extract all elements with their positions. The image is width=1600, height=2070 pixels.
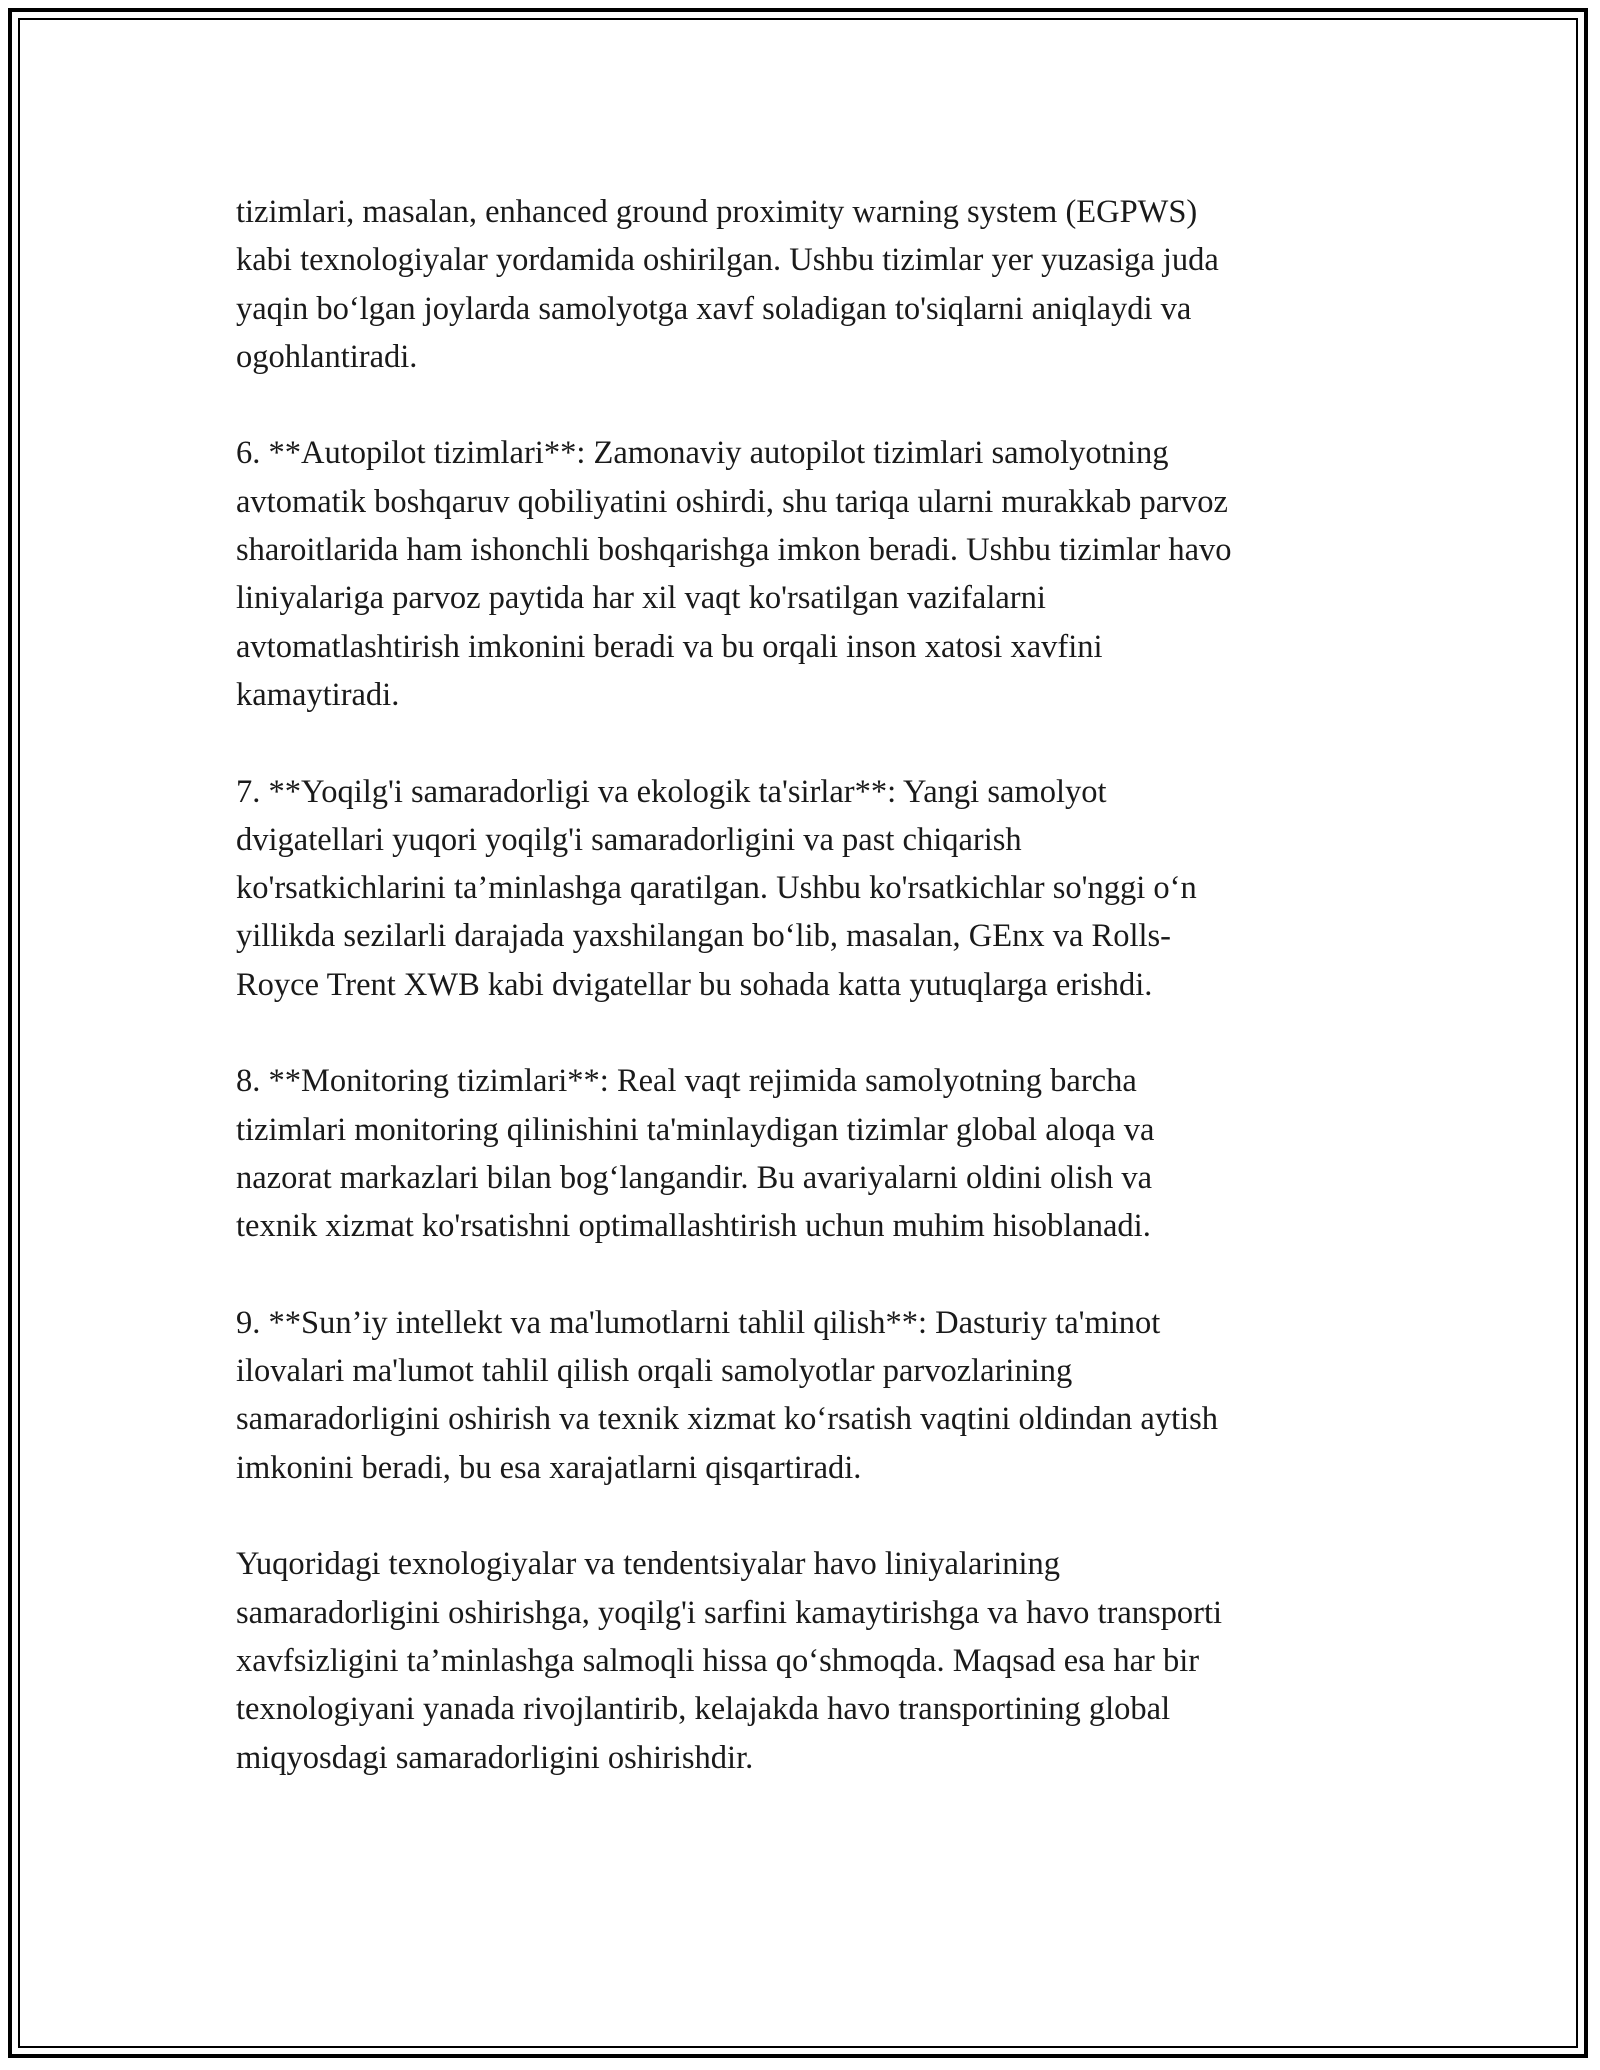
document-body [236, 188, 1366, 1830]
paragraph-monitoring: 8. **Monitoring tizimlari**: Real vaqt rejimida samolyotning barcha tizimlari monitoring qilinishini ta'minlaydigan tizimlar global aloqa va nazorat markazlari bilan bog‘langandir. Bu avariyalarni oldini olish va texnik xizmat ko'rsatishni optimallashtirish uchun muhim hisoblanadi. [236, 1063, 1155, 1245]
paragraph-fuel-efficiency: 7. **Yoqilg'i samaradorligi va ekologik ta'sirlar**: Yangi samolyot dvigatellari yuqori yoqilg'i samaradorligini va past chiqarish ko'rsatkichlarini ta’minlashga qaratilgan. Ushbu ko'rsatkichlar so'nggi o‘n yillikda sezilarli darajada yaxshilangan bo‘lib, masalan, GEnx va Rolls- Royce Trent XWB kabi dvigatellar bu sohada katta yutuqlarga erishdi. [236, 773, 1197, 1003]
paragraph-autopilot: 6. **Autopilot tizimlari**: Zamonaviy autopilot tizimlari samolyotning avtomatik boshqaruv qobiliyatini oshirdi, shu tariqa ularni murakkab parvoz sharoitlarida ham ishonchli boshqarishga imkon beradi. Ushbu tizimlar havo liniyalariga parvoz paytida har xil vaqt ko'rsatilgan vazifalarni avtomatlashtirish imkonini beradi va bu orqali inson xatosi xavfini kamaytiradi. [236, 435, 1232, 713]
paragraph-ai-analytics: 9. **Sun’iy intellekt va ma'lumotlarni tahlil qilish**: Dasturiy ta'minot ilovalari ma'lumot tahlil qilish orqali samolyotlar parvozlarining samaradorligini oshirish va texnik xizmat ko‘rsatish vaqtini oldindan aytish imkonini beradi, bu esa xarajatlarni qisqartiradi. [236, 1304, 1219, 1486]
paragraph-conclusion: Yuqoridagi texnologiyalar va tendentsiyalar havo liniyalarining samaradorligini oshirishga, yoqilg'i sarfini kamaytirishga va havo transporti xavfsizligini ta’minlashga salmoqli hissa qo‘shmoqda. Maqsad esa har bir texnologiyani yanada rivojlantirib, kelajakda havo transportining global miqyosdagi samaradorligini oshirishdir. [236, 1546, 1223, 1776]
paragraph-egpws-continuation: tizimlari, masalan, enhanced ground proximity warning system (EGPWS) kabi texnologiyalar yordamida oshirilgan. Ushbu tizimlar yer yuzasiga juda yaqin bo‘lgan joylarda samolyotga xavf soladigan to'siqlarni aniqlaydi va ogohlantiradi. [236, 194, 1219, 375]
